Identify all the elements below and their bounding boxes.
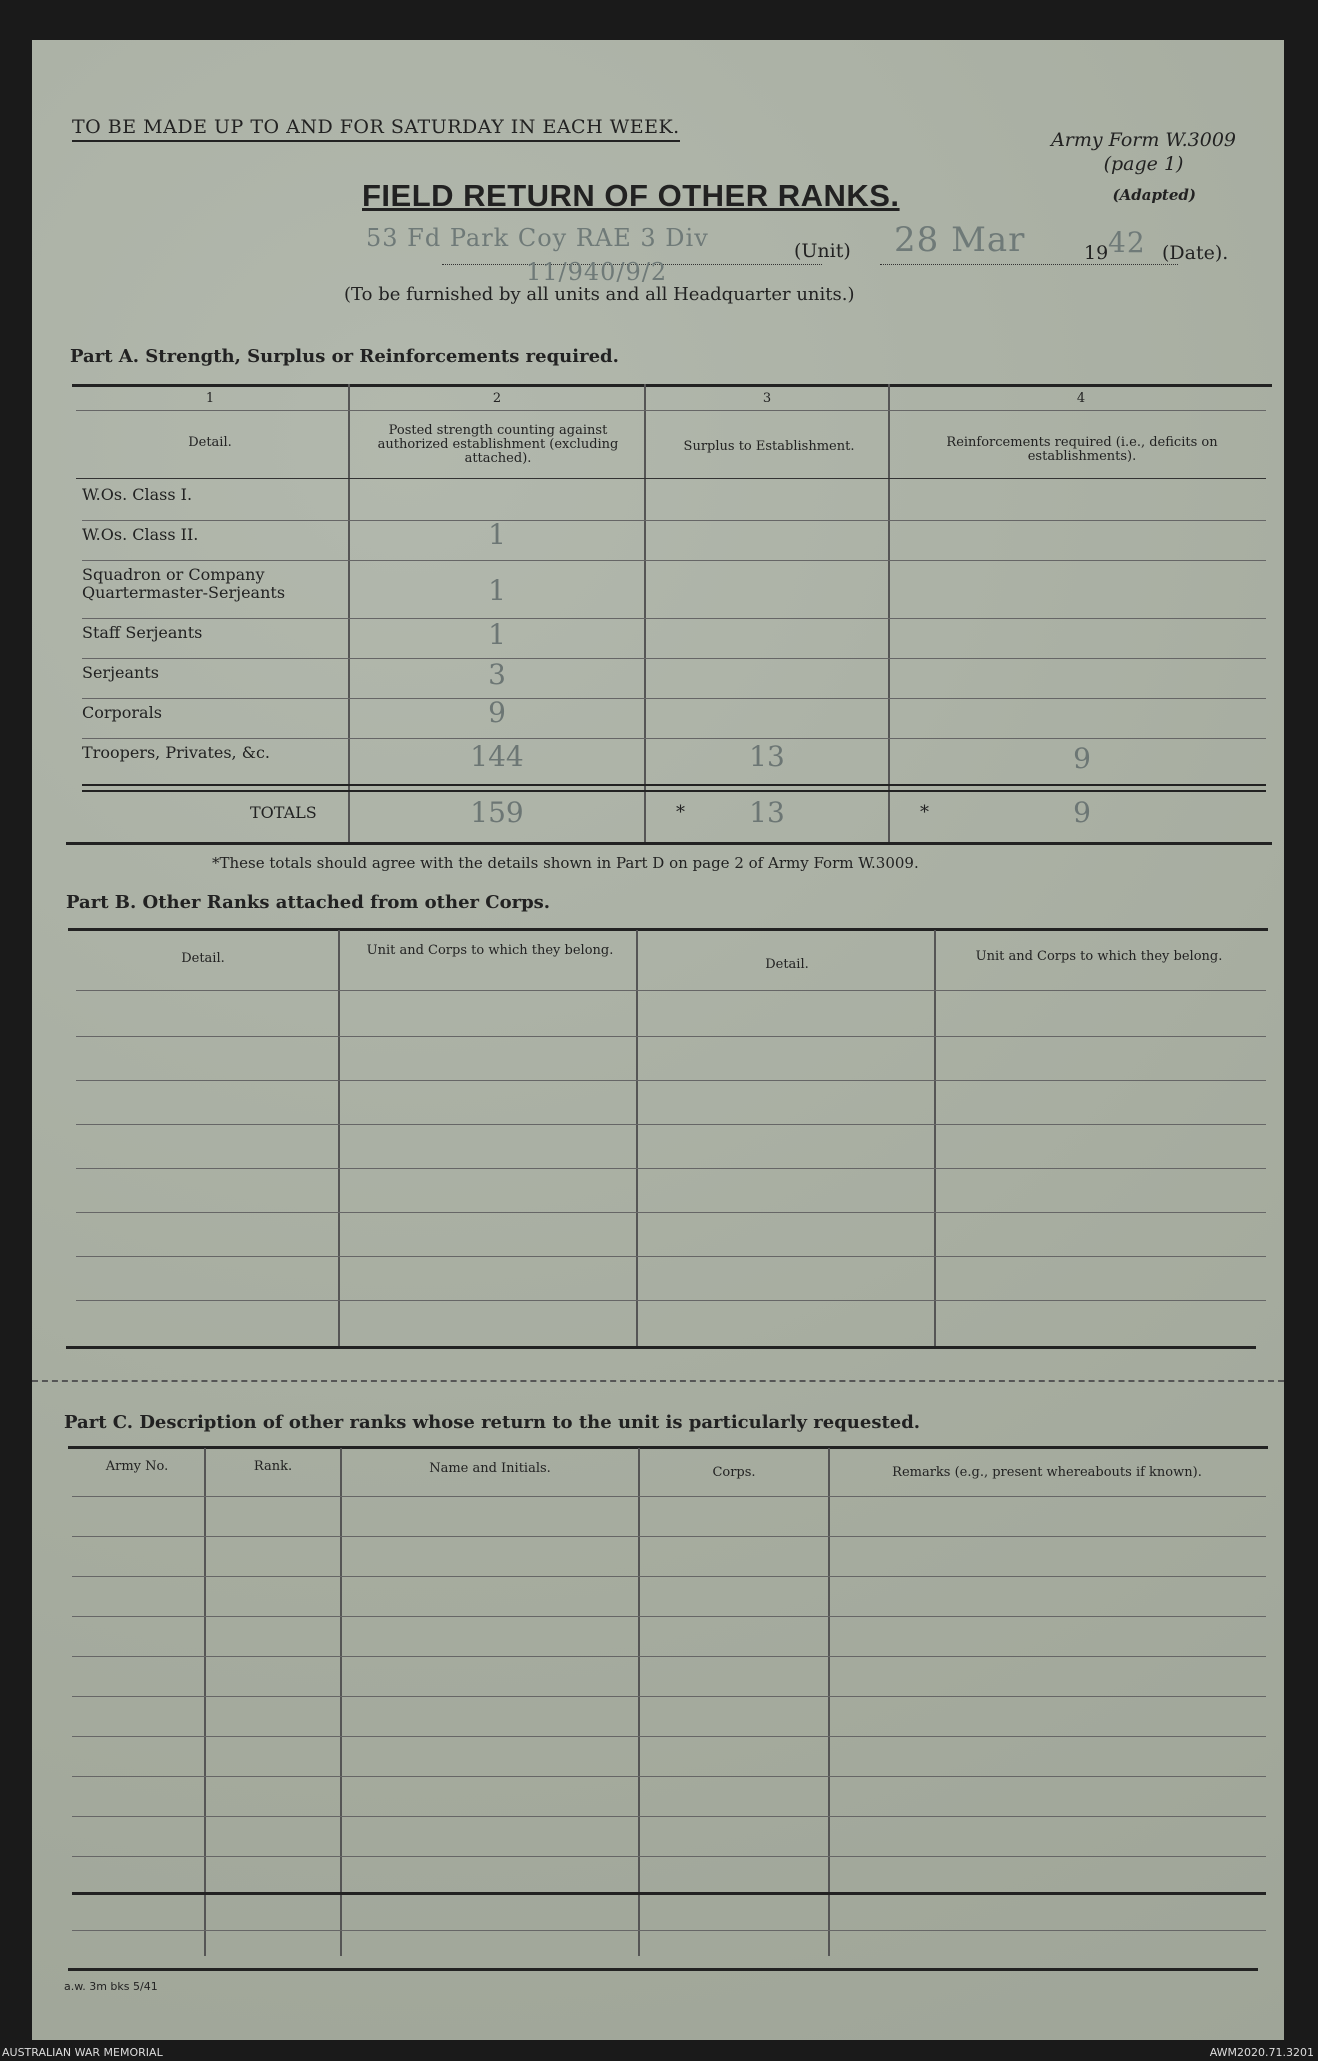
row-label-cqms-text: Squadron or Company Quartermaster-Serjeants <box>82 565 286 602</box>
row-label-cqms <box>82 566 342 602</box>
year-prefix: 19 <box>1084 242 1109 264</box>
row-rule <box>76 478 1266 479</box>
row-rule <box>72 1576 1266 1577</box>
totals-rule <box>82 790 1266 792</box>
row-rule <box>82 738 1266 739</box>
table-bottom-rule <box>66 842 1272 845</box>
archive-caption-right: AWM2020.71.3201 <box>1209 2046 1314 2059</box>
part-b-head-unit-2: Unit and Corps to which they belong. <box>975 949 1223 964</box>
row-rule <box>76 1300 1266 1301</box>
value-posted-wo2: 1 <box>488 518 506 551</box>
value-posted-troopers: 144 <box>470 740 524 773</box>
total-surplus-star: * <box>676 802 685 823</box>
row-rule <box>76 1124 1266 1125</box>
row-rule <box>72 1776 1266 1777</box>
adapted-label: (Adapted) <box>1112 186 1196 204</box>
col-head-detail: Detail. <box>188 435 232 450</box>
row-rule <box>72 1616 1266 1617</box>
totals-label: TOTALS <box>250 803 317 822</box>
date-handwritten: 28 Mar <box>894 220 1026 260</box>
part-a-footnote: *These totals should agree with the details shown in Part D on page 2 of Army Form W.3009. <box>212 854 919 872</box>
row-rule-heavy <box>72 1892 1266 1895</box>
part-c-head-name: Name and Initials. <box>429 1461 551 1476</box>
archive-caption-left: AUSTRALIAN WAR MEMORIAL <box>2 2046 163 2059</box>
value-posted-corporals: 9 <box>488 696 506 729</box>
row-rule <box>76 1256 1266 1257</box>
unit-label: (Unit) <box>794 240 851 262</box>
col-divider <box>934 930 936 1348</box>
value-posted-cqms: 1 <box>488 574 506 607</box>
form-title: FIELD RETURN OF OTHER RANKS. <box>362 178 900 213</box>
col-divider <box>338 930 340 1348</box>
date-line <box>880 264 1178 265</box>
row-rule <box>76 410 1266 411</box>
col-divider <box>638 1448 640 1956</box>
form-number <box>1051 128 1236 176</box>
row-rule <box>72 1696 1266 1697</box>
form-page <box>32 40 1284 2040</box>
form-number-line1: Army Form W.3009 <box>1051 129 1236 151</box>
table-top-rule <box>68 1446 1268 1449</box>
date-label: (Date). <box>1162 242 1229 264</box>
col-number-2: 2 <box>492 391 502 406</box>
row-rule <box>76 1212 1266 1213</box>
row-rule <box>72 1736 1266 1737</box>
col-number-4: 4 <box>1076 391 1086 406</box>
part-b-title: Part B. Other Ranks attached from other Corps. <box>66 892 551 913</box>
table-bottom-rule <box>66 1346 1256 1349</box>
value-posted-staff-sjts: 1 <box>488 618 506 651</box>
reference-handwritten: 11/940/9/2 <box>526 258 668 286</box>
print-code: a.w. 3m bks 5/41 <box>64 1980 158 1993</box>
row-rule <box>82 560 1266 561</box>
part-c-head-rank: Rank. <box>253 1459 293 1474</box>
part-b-head-detail-2: Detail. <box>765 957 809 972</box>
row-label-serjeants: Serjeants <box>82 663 159 682</box>
row-rule <box>82 698 1266 699</box>
row-label-wo-class-2: W.Os. Class II. <box>82 525 199 544</box>
col-number-1: 1 <box>205 391 215 406</box>
row-rule <box>76 1036 1266 1037</box>
row-rule <box>82 618 1266 619</box>
row-rule <box>72 1536 1266 1537</box>
unit-handwritten: 53 Fd Park Coy RAE 3 Div <box>366 224 709 252</box>
col-divider <box>888 384 890 844</box>
col-head-reinforcements: Reinforcements required (i.e., deficits on establishments). <box>946 435 1218 464</box>
form-number-line2: (page 1) <box>1103 153 1184 175</box>
col-divider <box>636 930 638 1348</box>
col-divider <box>644 384 646 844</box>
row-rule <box>76 1168 1266 1169</box>
col-number-3: 3 <box>762 391 772 406</box>
table-bottom-rule <box>68 1968 1258 1971</box>
col-divider <box>340 1448 342 1956</box>
row-rule <box>76 990 1266 991</box>
total-reinf: 9 <box>1073 796 1091 829</box>
row-rule <box>76 1080 1266 1081</box>
row-label-wo-class-1: W.Os. Class I. <box>82 485 193 504</box>
instruction-heading: TO BE MADE UP TO AND FOR SATURDAY IN EACH WEEK. <box>72 116 680 142</box>
table-top-rule <box>72 384 1272 387</box>
part-b-head-unit-1: Unit and Corps to which they belong. <box>366 943 614 958</box>
row-rule <box>72 1656 1266 1657</box>
value-reinf-troopers: 9 <box>1073 742 1091 775</box>
col-divider <box>204 1448 206 1956</box>
col-head-posted: Posted strength counting against authorized establishment (excluding attached). <box>377 423 619 466</box>
part-c-head-army-no: Army No. <box>105 1459 169 1474</box>
table-top-rule <box>68 928 1268 931</box>
value-posted-serjeants: 3 <box>488 658 506 691</box>
row-rule <box>72 1930 1266 1931</box>
value-surplus-troopers: 13 <box>749 740 785 773</box>
col-divider <box>828 1448 830 1956</box>
furnish-note: (To be furnished by all units and all Headquarter units.) <box>344 284 855 305</box>
year-handwritten: 42 <box>1108 226 1146 259</box>
row-rule <box>72 1816 1266 1817</box>
row-rule <box>72 1856 1266 1857</box>
row-label-staff-serjeants: Staff Serjeants <box>82 623 203 642</box>
col-head-surplus: Surplus to Establishment. <box>683 439 855 454</box>
row-label-troopers: Troopers, Privates, &c. <box>82 743 271 762</box>
total-surplus: 13 <box>749 796 785 829</box>
row-rule <box>82 658 1266 659</box>
row-rule <box>72 1496 1266 1497</box>
totals-rule <box>82 784 1266 786</box>
tear-line <box>32 1380 1284 1382</box>
part-c-title: Part C. Description of other ranks whose return to the unit is particularly requested. <box>64 1412 921 1433</box>
row-label-corporals: Corporals <box>82 703 162 722</box>
total-reinf-star: * <box>920 802 929 823</box>
part-b-head-detail-1: Detail. <box>181 951 225 966</box>
row-rule <box>82 520 1266 521</box>
part-c-head-corps: Corps. <box>712 1465 756 1480</box>
total-posted: 159 <box>470 796 524 829</box>
col-divider <box>348 384 350 844</box>
part-c-head-remarks: Remarks (e.g., present whereabouts if known). <box>892 1465 1202 1480</box>
part-a-title: Part A. Strength, Surplus or Reinforcements required. <box>70 346 619 367</box>
